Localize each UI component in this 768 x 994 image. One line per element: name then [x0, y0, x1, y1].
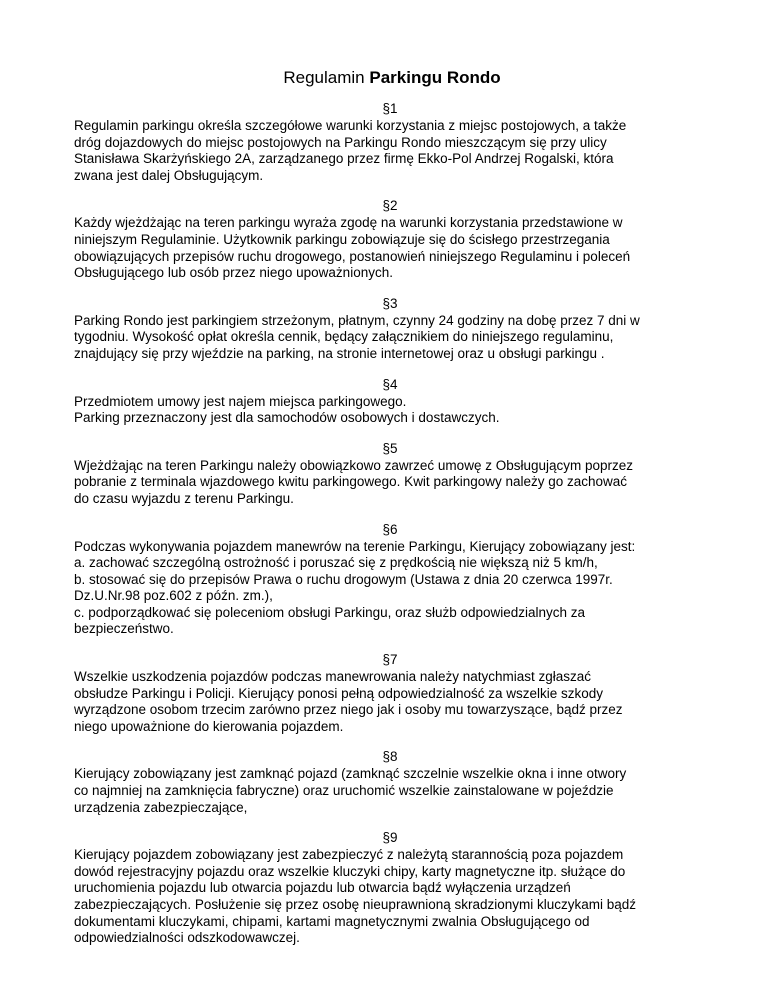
section-text-line: Podczas wykonywania pojazdem manewrów na terenie Parkingu, Kierujący zobowiązany jest:	[74, 538, 636, 554]
document-page	[74, 68, 706, 960]
section-text-line: Każdy wjeżdżając na teren parkingu wyraża zgodę na warunki korzystania przedstawione w	[74, 215, 623, 231]
section-text-line: dowód rejestracyjny pojazdu oraz wszelkie kluczyki chipy, karty magnetyczne itp. służące do	[74, 863, 626, 879]
title-regular: Regulamin	[283, 68, 370, 87]
section-text-line: urządzenia zabezpieczające,	[74, 799, 248, 815]
section-text-line: niniejszym Regulaminie. Użytkownik parkingu zobowiązuje się do ścisłego przestrzegania	[74, 231, 610, 247]
section-5	[74, 440, 706, 508]
section-text-line: a. zachować szczególną ostrożność i poruszać się z prędkością nie większą niż 5 km/h,	[74, 555, 598, 571]
section-text-line: bezpieczeństwo.	[74, 621, 174, 637]
section-2	[74, 197, 706, 281]
section-text-line: Parking przeznaczony jest dla samochodów osobowych i dostawczych.	[74, 410, 500, 426]
section-text-line: Wszelkie uszkodzenia pojazdów podczas manewrowania należy natychmiast zgłaszać	[74, 669, 592, 685]
section-6	[74, 521, 706, 639]
section-4	[74, 376, 706, 427]
section-text-line: b. stosować się do przepisów Prawa o ruchu drogowym (Ustawa z dnia 20 czerwca 1997r.	[74, 571, 613, 587]
section-text-line: Regulamin parkingu określa szczegółowe warunki korzystania z miejsc postojowych, a także	[74, 118, 627, 133]
section-text-line: odpowiedzialności odszkodowawczej.	[74, 930, 300, 946]
document-title	[74, 68, 706, 88]
section-text-line: znajdujący się przy wjeździe na parking, na stronie internetowej oraz u obsługi parkingu .	[74, 345, 605, 361]
section-9	[74, 829, 706, 947]
section-text-line: Kierujący zobowiązany jest zamknąć pojazd (zamknąć szczelnie wszelkie okna i inne otwory	[74, 766, 627, 782]
section-text-line: uruchomienia pojazdu lub otwarcia pojazdu lub otwarcia bądź wyłączenia urządzeń	[74, 880, 571, 896]
section-text-line: zwana jest dalej Obsługującym.	[74, 167, 264, 183]
section-text-line: co najmniej na zamknięcia fabryczne) oraz uruchomić wszelkie zainstalowane w pojeździe	[74, 783, 614, 799]
title-bold: Parkingu Rondo	[369, 68, 501, 87]
section-text-line: Dz.U.Nr.98 poz.602 z późn. zm.),	[74, 588, 273, 604]
section-number: §5	[382, 440, 398, 456]
section-text-line: Obsługującego lub osób przez niego upoważnionych.	[74, 265, 393, 281]
section-7	[74, 651, 706, 735]
section-number: §4	[382, 376, 398, 392]
section-text-line: c. podporządkować się poleceniom obsługi Parkingu, oraz służb odpowiedzialnych za	[74, 604, 586, 620]
section-8	[74, 748, 706, 816]
section-number: §3	[382, 295, 398, 311]
sections-container	[74, 100, 706, 947]
section-text-line: Kierujący pojazdem zobowiązany jest zabezpieczyć z należytą starannością poza pojazdem	[74, 847, 624, 863]
section-text-line: dróg dojazdowych do miejsc postojowych na Parkingu Rondo mieszczącym się przy ulicy	[74, 134, 607, 150]
section-text-line: Parking Rondo jest parkingiem strzeżonym, płatnym, czynny 24 godziny na dobę przez 7 dni w	[74, 312, 640, 328]
section-number: §9	[382, 830, 398, 846]
section-text-line: niego upoważnione do kierowania pojazdem.	[74, 718, 344, 734]
section-text-line: Wjeżdżając na teren Parkingu należy obowiązkowo zawrzeć umowę z Obsługującym poprzez	[74, 457, 634, 473]
section-text-line: Przedmiotem umowy jest najem miejsca parkingowego.	[74, 393, 407, 409]
section-text-line: zabezpieczających. Posłużenie się przez osobę nieuprawnioną skradzionymi kluczykami bądź	[74, 897, 637, 912]
section-text-line: tygodniu. Wysokość opłat określa cennik, będący załącznikiem do niniejszego regulaminu,	[74, 329, 614, 345]
section-text-line: obowiązujących przepisów ruchu drogowego, postanowień niniejszego Regulaminu i poleceń	[74, 248, 631, 264]
section-text-line: wyrządzone osobom trzecim zarówno przez niego jak i osoby mu towarzyszące, bądź przez	[74, 702, 623, 718]
section-number: §7	[382, 652, 398, 668]
section-text-line: Stanisława Skarżyńskiego 2A, zarządzanego przez firmę Ekko-Pol Andrzej Rogalski, która	[74, 151, 614, 167]
section-text-line: dokumentami kluczykami, chipami, kartami magnetycznymi zwalnia Obsługującego od	[74, 913, 590, 929]
section-text-line: pobranie z terminala wjazdowego kwitu parkingowego. Kwit parkingowy należy go zachować	[74, 474, 628, 490]
section-number: §6	[382, 521, 398, 537]
section-1	[74, 100, 706, 184]
section-number: §8	[382, 749, 398, 765]
section-text-line: do czasu wyjazdu z terenu Parkingu.	[74, 490, 294, 506]
section-3	[74, 295, 706, 363]
section-number: §2	[382, 198, 398, 214]
section-number: §1	[382, 101, 398, 116]
section-text-line: obsłudze Parkingu i Policji. Kierujący ponosi pełną odpowiedzialność za wszelkie szkody	[74, 685, 604, 701]
